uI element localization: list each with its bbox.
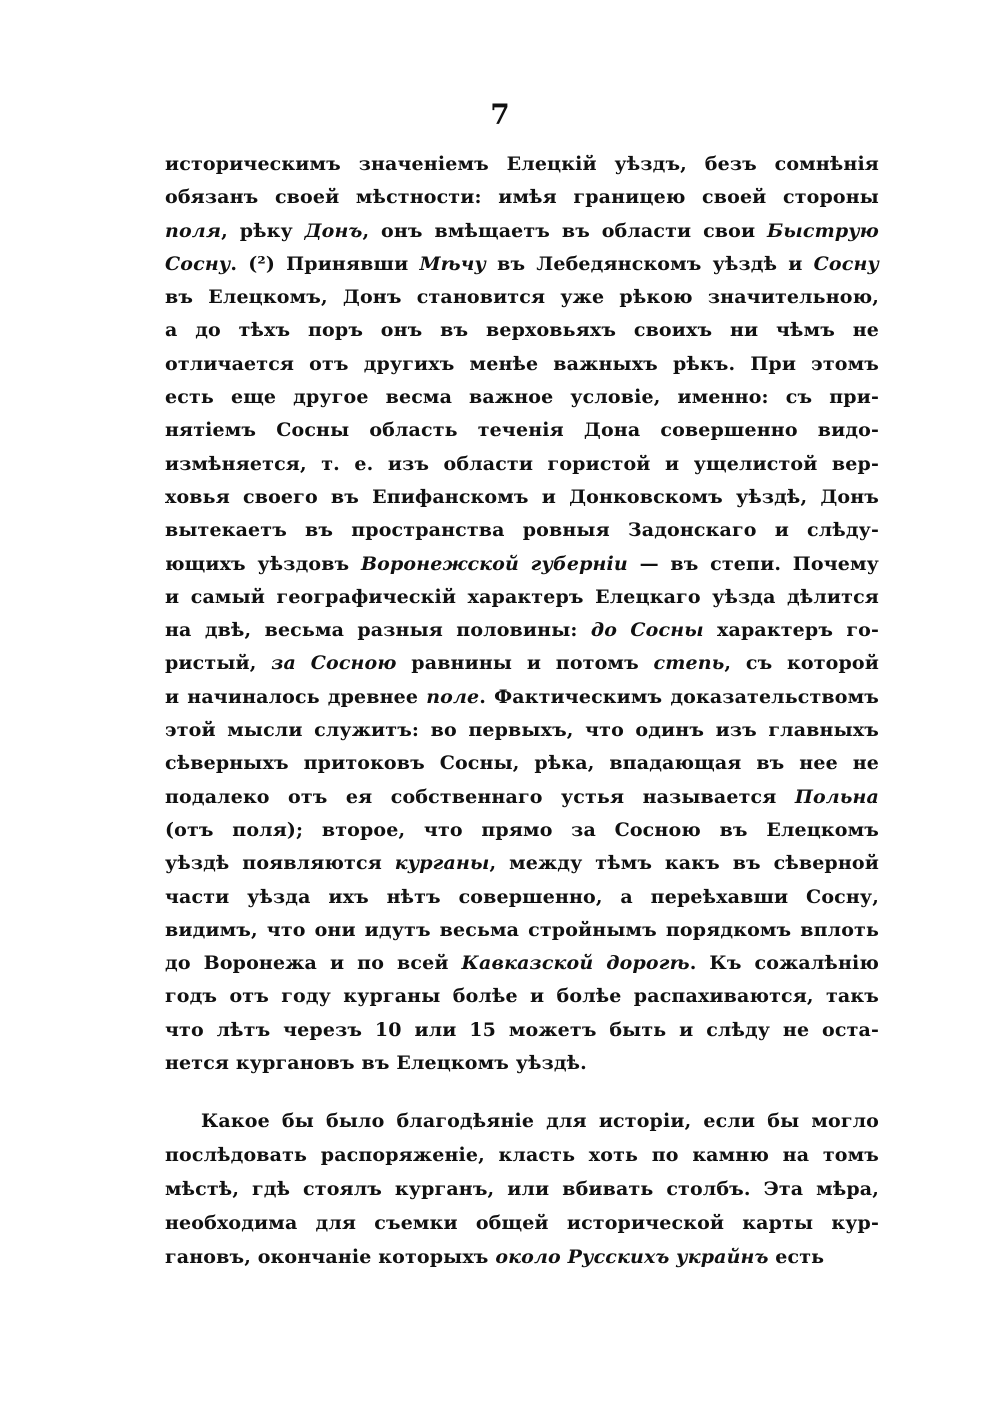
text-segment: , между тѣмъ какъ въ сѣверной: [489, 852, 879, 875]
italic-text: Воронежской губернiи: [360, 552, 628, 575]
text-segment: , съ которой: [724, 652, 879, 675]
text-segment: а до тѣхъ поръ онъ въ верховьяхъ своихъ ни чѣмъ не: [165, 319, 879, 342]
text-segment: . (²) Принявши: [230, 252, 420, 275]
italic-text: Кавказской дорогѣ: [461, 952, 690, 975]
text-segment: и начиналось древнее: [165, 685, 427, 708]
text-segment: необходима для съемки общей исторической карты кур-: [165, 1212, 879, 1234]
italic-text: Донъ: [304, 219, 363, 242]
text-line: [165, 781, 879, 814]
text-segment: подалеко отъ ея собственнаго устья называется: [165, 785, 795, 808]
text-line: [165, 1206, 879, 1240]
italic-text: поле: [426, 685, 480, 708]
text-line: [165, 348, 879, 381]
text-line: [165, 548, 879, 581]
italic-text: курганы: [394, 852, 490, 875]
italic-text: Сосну: [813, 252, 879, 275]
text-line: [165, 414, 879, 447]
page-number: 7: [490, 98, 510, 131]
text-segment: , онъ вмѣщаетъ въ области свои: [362, 219, 768, 242]
text-segment: сѣверныхъ притоковъ Сосны, рѣка, впадающая въ нее не: [165, 752, 879, 775]
italic-text: Сосну: [165, 252, 231, 275]
text-segment: Какое бы было благодѣянiе для исторiи, если бы могло: [201, 1110, 879, 1132]
text-line: [165, 215, 879, 248]
text-segment: что лѣтъ черезъ 10 или 15 можетъ быть и слѣду не оста-: [165, 1018, 879, 1041]
text-segment: части уѣзда ихъ нѣтъ совершенно, а переѣхавши Сосну,: [165, 885, 879, 908]
text-segment: . Къ сожалѣнiю: [689, 952, 880, 975]
text-segment: видимъ, что они идутъ весьма стройнымъ порядкомъ вплоть: [165, 918, 879, 941]
text-line: [165, 814, 879, 847]
text-line: [165, 681, 879, 714]
text-line: [165, 281, 879, 314]
text-line: [165, 314, 879, 347]
text-segment: мѣстѣ, гдѣ стоялъ курганъ, или вбивать столбъ. Эта мѣра,: [165, 1178, 879, 1200]
italic-text: до Сосны: [590, 619, 704, 642]
text-segment: есть: [768, 1246, 825, 1268]
text-line: [165, 248, 879, 281]
text-segment: ховья своего въ Епифанскомъ и Донковскомъ уѣздѣ, Донъ: [165, 485, 879, 508]
italic-text: Быструю: [767, 219, 879, 242]
paragraph-2: [165, 1104, 879, 1274]
text-segment: равнины и потомъ: [396, 652, 654, 675]
text-segment: характеръ го-: [703, 619, 880, 642]
text-segment: ющихъ уѣздовъ: [165, 552, 361, 575]
text-line: [165, 448, 879, 481]
text-line: [165, 514, 879, 547]
text-segment: обязанъ своей мѣстности: имѣя границею своей стороны: [165, 186, 879, 209]
text-line: [165, 1047, 879, 1080]
text-line: [165, 181, 879, 214]
text-segment: до Воронежа и по всей: [165, 952, 462, 975]
text-line: [165, 481, 879, 514]
italic-text: около Русскихъ украйнъ: [495, 1246, 769, 1268]
text-line: [165, 914, 879, 947]
text-segment: историческимъ значенiемъ Елецкiй уѣздъ, безъ сомнѣнiя: [165, 153, 879, 175]
text-segment: и самый географическiй характеръ Елецкаго уѣзда дѣлится: [165, 585, 879, 608]
text-line: [165, 614, 879, 647]
text-line: [165, 1014, 879, 1047]
italic-text: поля: [165, 219, 222, 242]
text-line: [165, 148, 879, 181]
italic-text: за Сосною: [271, 652, 397, 675]
italic-text: Мѣчу: [419, 252, 487, 275]
text-segment: . Фактическимъ доказательствомъ: [479, 685, 879, 708]
text-line: [165, 847, 879, 880]
text-line: [165, 581, 879, 614]
text-segment: въ Лебедянскомъ уѣздѣ и: [486, 252, 814, 275]
text-line: [165, 647, 879, 680]
text-segment: годъ отъ году курганы болѣе и болѣе распахиваются, такъ: [165, 985, 879, 1008]
text-segment: , рѣку: [221, 219, 305, 242]
text-line: [165, 881, 879, 914]
text-line: [165, 947, 879, 980]
text-segment: вытекаетъ въ пространства ровныя Задонскаго и слѣду-: [165, 519, 879, 542]
italic-text: Польна: [794, 785, 879, 808]
text-segment: есть еще другое весма важное условiе, именно: съ при-: [165, 386, 879, 409]
text-segment: послѣдовать распоряженiе, класть хоть по камню на томъ: [165, 1144, 879, 1166]
text-segment: на двѣ, весьма разныя половины:: [165, 619, 591, 642]
text-segment: уѣздѣ появляются: [165, 852, 395, 875]
text-line: [165, 1104, 879, 1138]
text-segment: (отъ поля); второе, что прямо за Сосною въ Елецкомъ: [165, 818, 879, 841]
text-line: [165, 980, 879, 1013]
text-segment: — въ степи. Почему: [627, 552, 879, 575]
text-line: [165, 381, 879, 414]
italic-text: степь: [653, 652, 725, 675]
text-segment: этой мысли служитъ: во первыхъ, что одинъ изъ главныхъ: [165, 719, 879, 742]
text-segment: отличается отъ другихъ менѣе важныхъ рѣкъ. При этомъ: [165, 352, 879, 375]
text-line: [165, 1240, 879, 1274]
text-line: [165, 1172, 879, 1206]
text-segment: нятiемъ Сосны область теченiя Дона совершенно видо-: [165, 419, 879, 442]
text-segment: въ Елецкомъ, Донъ становится уже рѣкою значительною,: [165, 286, 879, 309]
text-segment: ристый,: [165, 652, 272, 675]
text-segment: измѣняется, т. е. изъ области гористой и ущелистой вер-: [165, 452, 879, 475]
text-segment: гановъ, окончанiе которыхъ: [165, 1246, 496, 1268]
text-line: [165, 1138, 879, 1172]
text-line: [165, 747, 879, 780]
text-segment: нется кургановъ въ Елецкомъ уѣздѣ.: [165, 1052, 587, 1075]
text-line: [165, 714, 879, 747]
paragraph-1: [165, 148, 879, 1080]
